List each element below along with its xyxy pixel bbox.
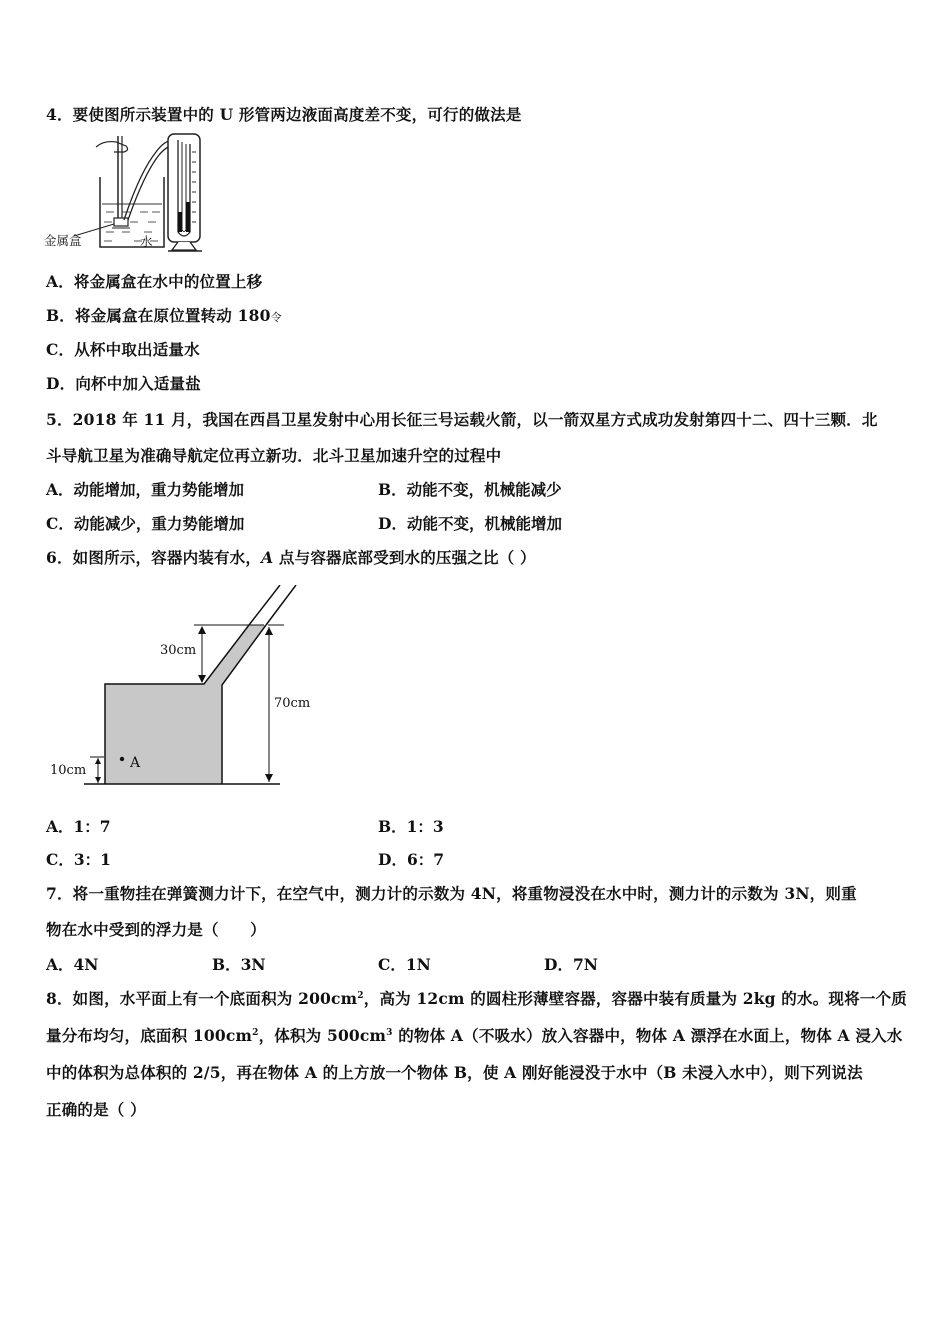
q4-figure-u-tube-apparatus: [44, 132, 214, 254]
q5-stem-line-1: 5．2018 年 11 月，我国在西昌卫星发射中心用长征三号运载火箭，以一箭双星方式成功发射第四十二、四十三颗．北: [46, 410, 878, 429]
q7-option-c: C．1N: [378, 955, 431, 974]
q4-option-b-text: B．将金属盒在原位置转动 180: [46, 306, 271, 325]
q6-fig-label-30cm: 30cm: [160, 643, 197, 658]
q4-option-b: [46, 304, 282, 326]
q4-stem: 4．要使图所示装置中的 U 形管两边液面高度差不变，可行的做法是: [46, 105, 522, 124]
q6-option-d: D．6：7: [378, 850, 445, 869]
q5-option-d: D．动能不变，机械能增加: [378, 514, 562, 533]
q6-option-b: B．1：3: [378, 817, 444, 836]
q6-option-c: C．3：1: [46, 850, 111, 869]
q8-stem-line-4: 正确的是（ ）: [46, 1100, 146, 1119]
q6-fig-label-70cm: 70cm: [274, 696, 311, 711]
q6-stem-post: 点与容器底部受到水的压强之比（ ）: [273, 548, 536, 567]
q7-option-a: A．4N: [46, 955, 99, 974]
q7-option-d: D．7N: [544, 955, 598, 974]
q4-option-c: C．从杯中取出适量水: [46, 340, 200, 359]
q7-stem-line-2: 物在水中受到的浮力是（ ）: [46, 920, 266, 939]
q6-figure-container: [44, 585, 324, 795]
q6-stem: [46, 546, 536, 568]
q4-option-d: D．向杯中加入适量盐: [46, 374, 201, 393]
q6-fig-label-a: A: [130, 755, 141, 771]
q8-l1-a: 8．如图，水平面上有一个底面积为 200cm: [46, 989, 358, 1008]
q4-option-a: A．将金属盒在水中的位置上移: [46, 272, 263, 291]
q4-degree-glyph: 令: [270, 311, 282, 324]
q6-fig-label-10cm: 10cm: [50, 763, 87, 778]
q8-l2-sup1: 2: [252, 1027, 259, 1038]
q5-stem-line-2: 斗导航卫星为准确导航定位再立新功．北斗卫星加速升空的过程中: [46, 446, 502, 465]
q6-stem-pre: 6．如图所示，容器内装有水，: [46, 548, 262, 567]
q8-l2-c: 的物体 A（不吸水）放入容器中，物体 A 漂浮在水面上，物体 A 浸入水: [392, 1026, 903, 1045]
q7-option-b: B．3N: [212, 955, 266, 974]
q8-l1-b: ，高为 12cm 的圆柱形薄壁容器，容器中装有质量为 2kg 的水。现将一个质: [363, 989, 907, 1008]
q8-l1-sup: 2: [357, 990, 364, 1001]
q8-l2-a: 量分布均匀，底面积 100cm: [46, 1026, 253, 1045]
q8-stem-line-1: [46, 987, 907, 1009]
q6-stem-point: A: [261, 548, 274, 567]
q4-fig-label-water: 水: [140, 234, 153, 249]
q5-option-a: A．动能增加，重力势能增加: [46, 480, 245, 499]
q5-option-b: B．动能不变，机械能减少: [378, 480, 562, 499]
q6-option-a: A．1：7: [46, 817, 111, 836]
q8-stem-line-3: 中的体积为总体积的 2/5，再在物体 A 的上方放一个物体 B，使 A 刚好能浸没于水中（B 未浸入水中），则下列说法: [46, 1063, 863, 1082]
q8-stem-line-2: [46, 1024, 902, 1046]
q7-stem-line-1: 7．将一重物挂在弹簧测力计下，在空气中，测力计的示数为 4N，将重物浸没在水中时，测力计的示数为 3N，则重: [46, 884, 857, 903]
q4-fig-label-metal-box: 金属盒: [44, 233, 82, 248]
q8-l2-b: ，体积为 500cm: [258, 1026, 387, 1045]
q8-l2-sup2: 3: [386, 1027, 393, 1038]
q6-point-a-dot: [120, 757, 124, 761]
q5-option-c: C．动能减少，重力势能增加: [46, 514, 245, 533]
